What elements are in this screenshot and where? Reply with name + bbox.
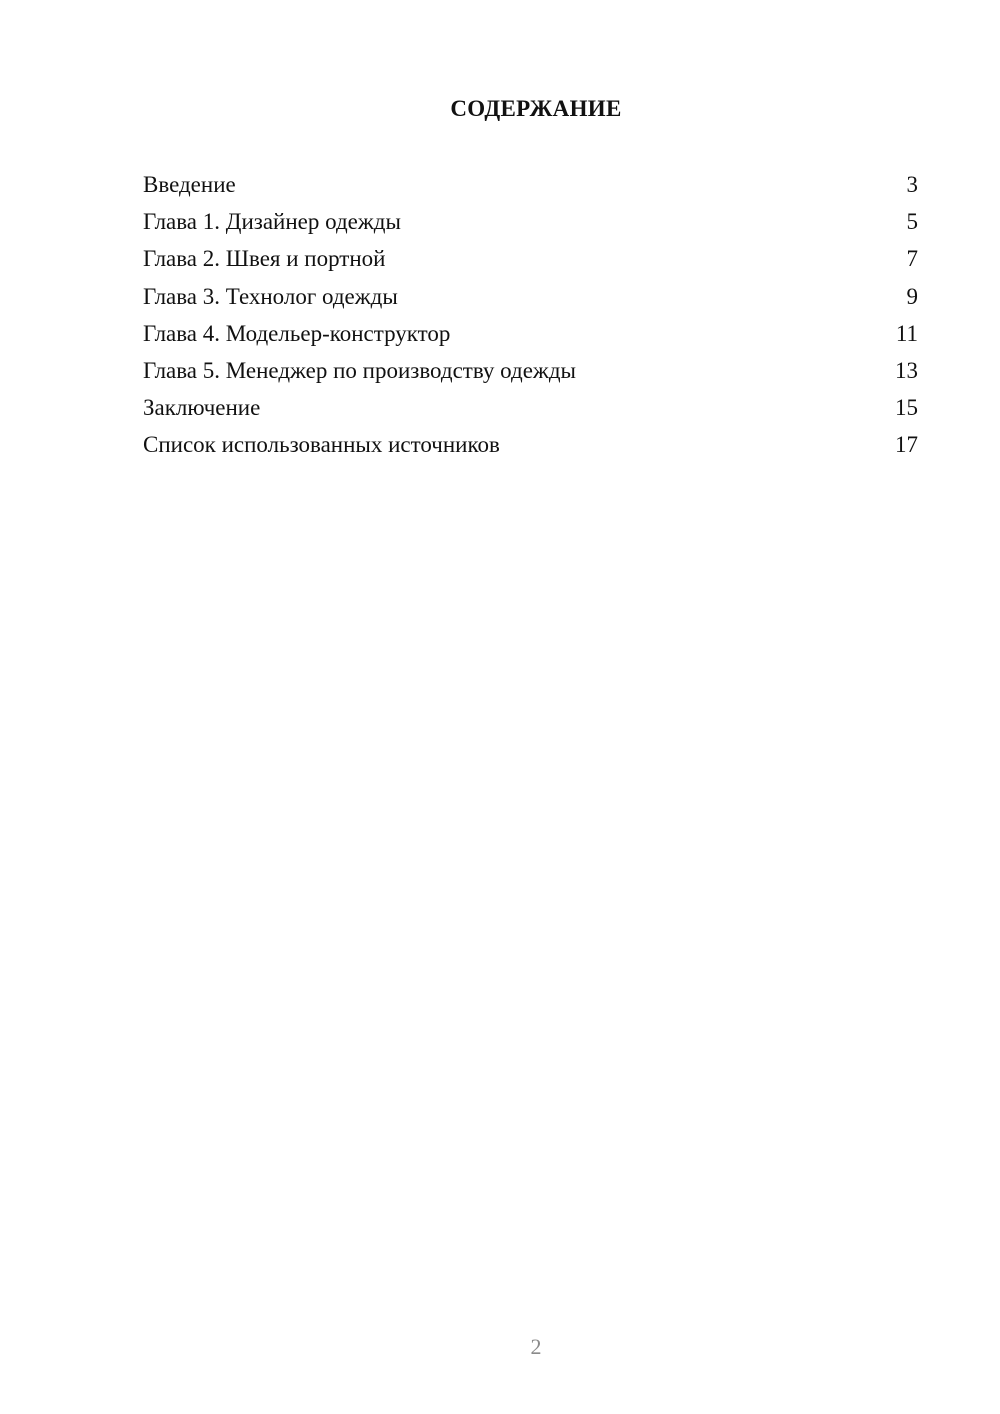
toc-entry-label: Глава 1. Дизайнер одежды — [143, 209, 401, 235]
page-number: 2 — [530, 1334, 542, 1359]
toc-entry-chapter-1[interactable] — [143, 207, 918, 244]
toc-entry-page: 9 — [906, 283, 918, 309]
page-title: СОДЕРЖАНИЕ — [450, 96, 622, 121]
toc-entry-label: Заключение — [143, 395, 261, 421]
toc-entry-conclusion[interactable] — [143, 393, 918, 430]
toc-entry-label: Глава 4. Модельер-конструктор — [143, 320, 451, 346]
toc-entry-label: Глава 5. Менеджер по производству одежды — [143, 357, 576, 383]
toc-entry-page: 5 — [906, 209, 918, 235]
toc-entry-label: Глава 2. Швея и портной — [143, 246, 386, 272]
toc-entry-page: 11 — [895, 320, 918, 346]
toc-entry-label: Глава 3. Технолог одежды — [143, 283, 398, 309]
toc-entry-chapter-3[interactable] — [143, 282, 918, 319]
toc-entry-page: 13 — [895, 357, 918, 383]
toc-entry-page: 17 — [895, 432, 918, 458]
toc-entry-page: 3 — [906, 172, 918, 197]
table-of-contents — [143, 170, 918, 468]
toc-entry-label: Введение — [143, 172, 236, 197]
toc-entry-introduction[interactable] — [143, 170, 918, 207]
toc-entry-references[interactable] — [143, 430, 918, 467]
toc-entry-page: 15 — [895, 395, 918, 421]
toc-entry-chapter-4[interactable] — [143, 319, 918, 356]
toc-entry-page: 7 — [906, 246, 918, 272]
toc-entry-chapter-2[interactable] — [143, 244, 918, 281]
toc-entry-label: Список использованных источников — [143, 432, 500, 458]
toc-entry-chapter-5[interactable] — [143, 356, 918, 393]
